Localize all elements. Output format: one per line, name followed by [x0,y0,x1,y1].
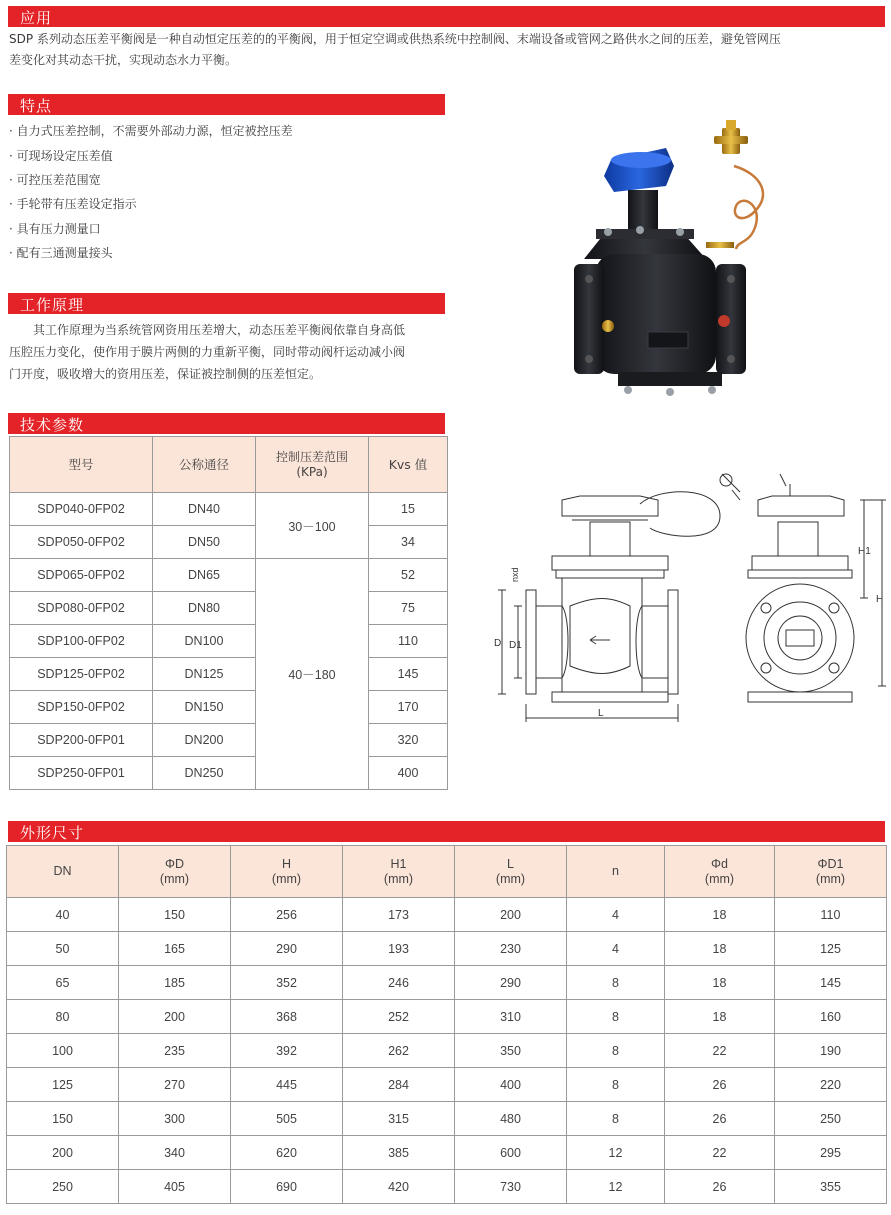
spec-kvs: 110 [369,625,448,658]
spec-model: SDP150-0FP02 [10,691,153,724]
table-row [7,898,887,932]
spec-dn: DN200 [153,724,256,757]
dim-cell: 4 [567,898,665,932]
feature-item: · 配有三通测量接头 [9,246,113,260]
valve-body-icon [596,254,716,374]
dim-header-unit: (mm) [159,871,190,886]
specs-header-kvs: Kvs 值 [369,437,448,493]
dim-cell: 200 [119,1000,231,1034]
dim-header-cell [119,846,231,898]
dim-cell: 405 [119,1170,231,1204]
dim-cell: 385 [343,1136,455,1170]
dim-cell: 8 [567,1034,665,1068]
section-bar-features [8,94,445,115]
section-title-application: 应用 [20,9,53,27]
feature-item: · 可现场设定压差值 [9,149,113,163]
dim-label-nxd: nxd [510,567,520,582]
table-row [7,932,887,966]
spec-dn: DN100 [153,625,256,658]
section-bar-application [8,6,885,27]
section-bar-principle [8,293,445,314]
table-row [10,757,448,790]
dim-header-unit: (mm) [704,871,735,886]
dim-cell: 185 [119,966,231,1000]
dim-cell: 165 [119,932,231,966]
dim-cell: 256 [231,898,343,932]
dim-cell: 505 [231,1102,343,1136]
dim-cell: 50 [7,932,119,966]
dim-cell: 80 [7,1000,119,1034]
table-row [10,691,448,724]
spec-dn: DN65 [153,559,256,592]
dim-header-label: L [507,856,514,871]
table-row [7,1068,887,1102]
section-bar-dimensions [8,821,885,842]
dim-cell: 26 [665,1102,775,1136]
dim-cell: 315 [343,1102,455,1136]
dim-cell: 250 [775,1102,887,1136]
application-line-2: 差变化对其动态干扰，实现动态水力平衡。 [9,53,238,67]
section-title-principle: 工作原理 [20,296,85,314]
spec-dn: DN250 [153,757,256,790]
dim-label-D: D [494,638,502,649]
table-row [10,559,448,592]
application-text [9,29,887,71]
spec-dn: DN150 [153,691,256,724]
table-row [7,1170,887,1204]
spec-dn: DN50 [153,526,256,559]
dim-cell: 392 [231,1034,343,1068]
spec-kvs: 400 [369,757,448,790]
principle-line-2: 压腔压力变化，使作用于膜片两侧的力重新平衡，同时带动阀杆运动减小阀 [9,345,406,359]
table-row [10,526,448,559]
dim-header-cell [567,846,665,898]
dim-cell: 250 [7,1170,119,1204]
dim-cell: 4 [567,932,665,966]
dim-header-label: H [281,856,292,871]
dim-cell: 235 [119,1034,231,1068]
dim-cell: 65 [7,966,119,1000]
valve-product-image [556,114,782,410]
dim-cell: 12 [567,1170,665,1204]
specs-header-range [256,437,369,493]
specs-header-dn: 公称通径 [153,437,256,493]
dim-cell: 26 [665,1170,775,1204]
dim-cell: 230 [455,932,567,966]
spec-model: SDP080-0FP02 [10,592,153,625]
table-row [7,1034,887,1068]
dim-cell: 8 [567,1102,665,1136]
spec-kvs: 145 [369,658,448,691]
dim-cell: 310 [455,1000,567,1034]
feature-item: · 具有压力测量口 [9,222,101,236]
dim-cell: 295 [775,1136,887,1170]
dim-cell: 22 [665,1136,775,1170]
dim-cell: 22 [665,1034,775,1068]
specs-header-range-line1: 控制压差范围 [275,449,348,464]
section-title-dimensions: 外形尺寸 [20,824,85,842]
dim-header-label: Φd [711,856,728,871]
dim-header-cell [231,846,343,898]
side-view-icon [746,474,854,702]
spec-kvs: 52 [369,559,448,592]
dim-label-D1: D1 [509,640,522,651]
spec-kvs: 15 [369,493,448,526]
dim-header-label: n [612,864,619,878]
dim-cell: 350 [455,1034,567,1068]
principle-line-1: 其工作原理为当系统管网资用压差增大，动态压差平衡阀依靠自身高低 [9,323,406,337]
feature-item: · 可控压差范围宽 [9,173,101,187]
spec-model: SDP250-0FP01 [10,757,153,790]
dim-cell: 200 [455,898,567,932]
dim-cell: 368 [231,1000,343,1034]
feature-item: · 自力式压差控制，不需要外部动力源，恒定被控压差 [9,124,293,138]
dim-cell: 252 [343,1000,455,1034]
spec-model: SDP200-0FP01 [10,724,153,757]
dim-cell: 480 [455,1102,567,1136]
spec-kvs: 75 [369,592,448,625]
dim-header-unit: (mm) [271,871,302,886]
spec-dn: DN80 [153,592,256,625]
dim-cell: 730 [455,1170,567,1204]
dim-cell: 125 [7,1068,119,1102]
dim-cell: 18 [665,898,775,932]
dimensions-table [6,845,887,1204]
dim-cell: 600 [455,1136,567,1170]
dim-cell: 246 [343,966,455,1000]
dim-label-H1: H1 [858,546,871,557]
dim-cell: 110 [775,898,887,932]
application-line-1: SDP 系列动态压差平衡阀是一种自动恒定压差的的平衡阀，用于恒定空调或供热系统中控制阀、末端设备或管网之路供水之间的压差，避免管网压 [9,32,781,46]
dim-header-unit: (mm) [383,871,414,886]
dim-cell: 200 [7,1136,119,1170]
dim-cell: 352 [231,966,343,1000]
table-row [10,724,448,757]
dim-cell: 445 [231,1068,343,1102]
dim-label-H: H [876,594,884,605]
spec-model: SDP040-0FP02 [10,493,153,526]
dim-header-unit: (mm) [815,871,846,886]
section-title-features: 特点 [20,97,53,115]
dim-header-label: H1 [390,856,407,871]
specs-header-range-line2: (KPa) [296,464,328,479]
dim-cell: 150 [119,898,231,932]
dim-label-L: L [598,708,604,719]
dim-cell: 420 [343,1170,455,1204]
spec-model: SDP065-0FP02 [10,559,153,592]
dim-header-label: DN [53,864,72,878]
dim-header-cell [455,846,567,898]
dim-cell: 270 [119,1068,231,1102]
dim-cell: 300 [119,1102,231,1136]
dim-cell: 173 [343,898,455,932]
dim-cell: 18 [665,966,775,1000]
dim-cell: 620 [231,1136,343,1170]
spec-model: SDP100-0FP02 [10,625,153,658]
table-row [10,592,448,625]
dim-cell: 26 [665,1068,775,1102]
dim-header-cell [343,846,455,898]
table-row [10,493,448,526]
spec-dn: DN125 [153,658,256,691]
table-row [10,658,448,691]
table-row [10,625,448,658]
dim-cell: 193 [343,932,455,966]
dim-cell: 125 [775,932,887,966]
dim-cell: 190 [775,1034,887,1068]
dim-cell: 284 [343,1068,455,1102]
dim-cell: 100 [7,1034,119,1068]
dim-header-label: ΦD1 [817,856,844,871]
spec-model: SDP125-0FP02 [10,658,153,691]
table-row [7,1136,887,1170]
dim-cell: 8 [567,1000,665,1034]
dim-header-cell [775,846,887,898]
specs-table [9,436,448,790]
dim-header-unit: (mm) [495,871,526,886]
spec-dn: DN40 [153,493,256,526]
dim-cell: 262 [343,1034,455,1068]
principle-line-3: 门开度，吸收增大的资用压差，保证被控制侧的压差恒定。 [9,367,322,381]
valve-dimension-drawing [490,466,890,728]
dim-cell: 12 [567,1136,665,1170]
spec-range-small: 30－100 [256,493,369,559]
dim-cell: 18 [665,1000,775,1034]
capillary-tube-icon [734,166,763,249]
dim-cell: 690 [231,1170,343,1204]
table-row [7,966,887,1000]
spec-model: SDP050-0FP02 [10,526,153,559]
dim-cell: 150 [7,1102,119,1136]
dim-cell: 355 [775,1170,887,1204]
dim-cell: 340 [119,1136,231,1170]
section-title-specs: 技术参数 [20,416,85,434]
dim-header-label: ΦD [164,856,184,871]
table-row [7,1102,887,1136]
specs-header-model: 型号 [10,437,153,493]
spec-kvs: 320 [369,724,448,757]
dim-cell: 290 [231,932,343,966]
dim-header-cell [665,846,775,898]
dim-cell: 40 [7,898,119,932]
dim-cell: 220 [775,1068,887,1102]
principle-text [9,319,449,385]
table-row [7,1000,887,1034]
dim-cell: 8 [567,966,665,1000]
spec-kvs: 170 [369,691,448,724]
dim-cell: 18 [665,932,775,966]
dim-cell: 290 [455,966,567,1000]
dim-cell: 8 [567,1068,665,1102]
dim-cell: 145 [775,966,887,1000]
dim-cell: 160 [775,1000,887,1034]
spec-kvs: 34 [369,526,448,559]
dim-header-cell [7,846,119,898]
section-bar-specs [8,413,445,434]
dim-cell: 400 [455,1068,567,1102]
spec-range-large: 40－180 [256,559,369,790]
feature-item: · 手轮带有压差设定指示 [9,197,137,211]
front-view-icon [526,474,740,702]
